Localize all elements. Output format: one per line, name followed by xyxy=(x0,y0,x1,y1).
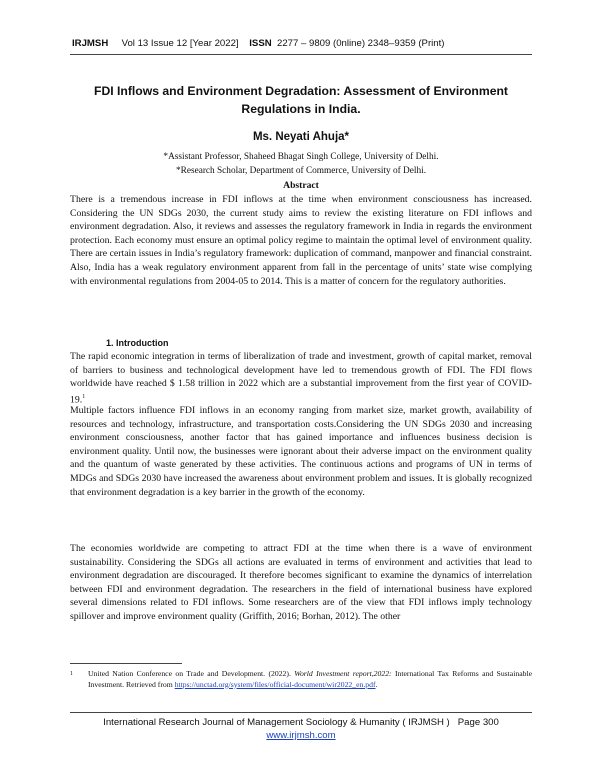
page-footer xyxy=(70,716,532,742)
affiliation-1: *Assistant Professor, Shaheed Bhagat Singh College, University of Delhi. xyxy=(163,152,439,162)
paper-title: FDI Inflows and Environment Degradation: Assessment of Environment Regulations in India. xyxy=(94,84,508,116)
footnote-mark: 1 xyxy=(70,671,73,677)
footer-journal: International Research Journal of Management Sociology & Humanity ( IRJMSH ) xyxy=(103,717,450,728)
intro-paragraph-1 xyxy=(70,350,532,407)
issn-label: ISSN xyxy=(249,38,272,49)
footer-divider xyxy=(70,712,532,713)
page-number: Page 300 xyxy=(457,717,499,728)
section-heading: 1. Introduction xyxy=(106,338,169,348)
footer-line xyxy=(70,716,532,729)
footnote-text-start: United Nation Conference on Trade and Development. (2022). xyxy=(88,669,295,678)
website-link[interactable]: www.irjmsh.com xyxy=(266,730,336,741)
footnote-body xyxy=(88,669,532,690)
intro-paragraph-1-text: The rapid economic integration in terms of liberalization of trade and investment, growth of capital market, removal of barriers to business and technological development have led to tremendous growth of FDI. The FDI flows worldwide have reached $ 1.58 trillion in 2022 which are a substantial improvement from the first year of COVID-19. xyxy=(70,351,532,406)
footnote-link[interactable]: https://unctad.org/system/files/official-document/wir2022_en.pdf xyxy=(174,679,376,689)
volume-issue: Vol 13 Issue 12 [Year 2022] xyxy=(121,38,239,49)
abstract-heading: Abstract xyxy=(283,180,319,191)
header-divider xyxy=(70,54,532,55)
intro-paragraph-2: Multiple factors influence FDI inflows in an economy ranging from market size, market growth, availability of resources and technology, infrastructure, and transportation costs.Considering the UN SDGs 2030 and increasing environment consciousness, another factor that has gained importance and influences business decision is environment quality. Until now, the businesses were ignorant about their adverse impact on the environment quality and the quantum of waste generated by these activities. The continuous actions and programs of UN in terms of MDGs and SDGs 2030 have increased the awareness about environment problem and issues. It is globally recognized that environment degradation is a key barrier in the growth of the economy. xyxy=(70,405,532,498)
footnote-text-mid: International Tax Reforms and Sustainable Investment. Retrieved from xyxy=(88,669,533,689)
author-name: Ms. Neyati Ahuja* xyxy=(252,131,350,143)
running-header xyxy=(72,38,532,49)
footnote-ref[interactable]: 1 xyxy=(82,393,86,400)
journal-abbrev: IRJMSH xyxy=(72,38,109,49)
footnote-report-title: World Investment report,2022: xyxy=(294,669,392,678)
abstract-text: There is a tremendous increase in FDI inflows at the time when environment consciousness has increased. Considering the UN SDGs 2030, the current study aims to review the existing literature on FDI inflows and environment degradation. Also, it reviews and assesses the regulatory framework in India in regards the environment protection. Each economy must ensure an optimal policy regime to maintain the optimal level of environment quality. There are certain issues in India’s regulatory framework: duplication of command, manpower and financial constraint. Also, India has a weak regulatory environment apparent from fall in the percentage of units’ state wise complying with environmental regulations from 2004-05 to 2014. This is a matter of concern for the regulatory authorities. xyxy=(70,194,532,287)
footnote-divider xyxy=(70,663,182,664)
footnote-text-end: . xyxy=(375,679,378,689)
intro-paragraph-3: The economies worldwide are competing to attract FDI at the time when there is a wave of environment sustainability. Considering the SDGs all actions are evaluated in terms of environment and activities that lead to environment degradation are discouraged. It therefore becomes significant to examine the dynamics of interrelation between FDI and environment degradation. The researchers in the field of international business have explored several dimensions related to FDI inflows. Some researchers are of the view that FDI inflows imply technology spillover and improve environment quality (Griffith, 2016; Borhan, 2012). The other xyxy=(70,543,532,622)
issn-value: 2277 – 9809 (0nline) 2348–9359 (Print) xyxy=(277,38,445,49)
affiliation-2: *Research Scholar, Department of Commerce, University of Delhi. xyxy=(175,166,427,176)
footer-website-line xyxy=(70,729,532,742)
footnote xyxy=(70,669,532,690)
